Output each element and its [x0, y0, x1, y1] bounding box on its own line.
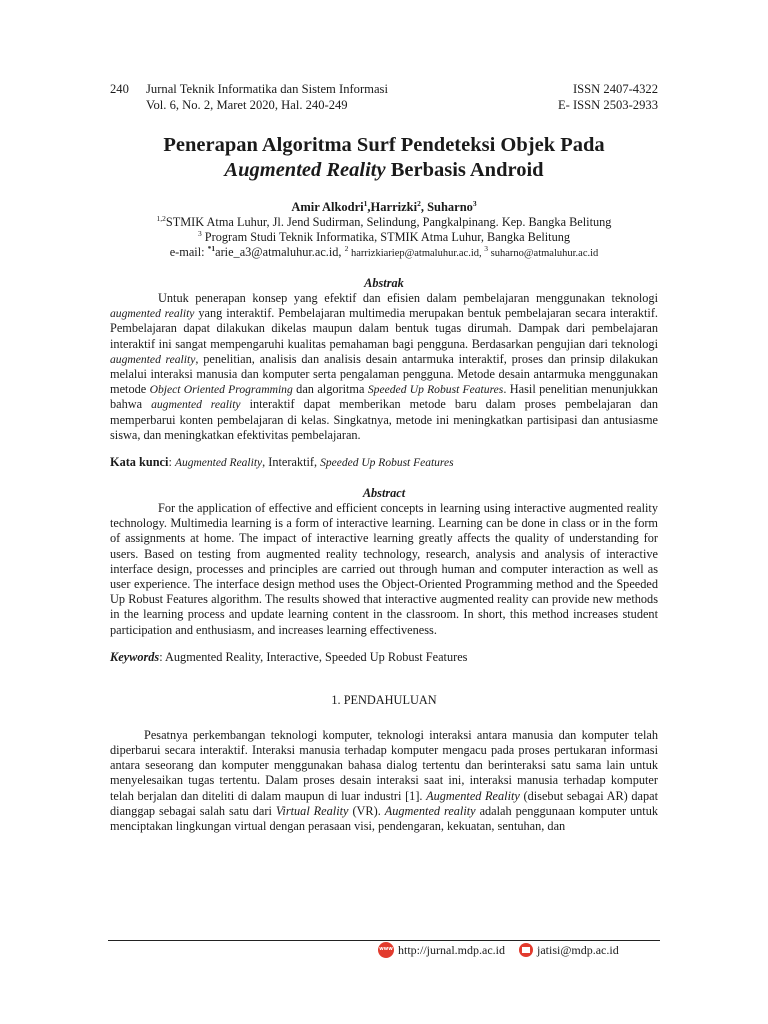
affiliation-1-sup: 1,2	[156, 213, 166, 223]
intro-italic: Augmented Reality	[426, 788, 520, 803]
section-heading: 1. PENDAHULUAN	[331, 692, 437, 707]
abstrak-text: interaktif dapat memberikan metode baru dalam proses pembelajaran dan memperbarui konten pembelajaran di kelas. Singkatnya, metode ini meningkatkan partisipasi dan antusiasme siswa, dan meningkatkan efektivitas pembelajaran.	[110, 397, 659, 442]
kata-kunci-label: Kata kunci	[110, 455, 169, 470]
title-line-1: Penerapan Algoritma Surf Pendeteksi Objek Pada	[163, 134, 605, 156]
abstract-text: For the application of effective and efficient concepts in learning using interactive augmented reality technology. Multimedia learning is a form of interactive learning. Learning can be done in class or in the form of assignments at home. The impact of interactive learning greatly affects the quality of understanding for users. Based on testing from augmented reality technology, research, analysis and analysis of interactive interface design, processes and principles are carried out through human and computer interaction as well as user experience. The interface design method uses the Object-Oriented Programming method and the Speeded Up Robust Features algorithm. The results showed that interactive augmented reality can provide new methods in the learning process and update learning content in the classroom. In short, this method increases student participation and enthusiasm, and increases learning effectiveness.	[110, 501, 658, 637]
intro-italic: Virtual Reality	[275, 803, 349, 818]
author-2-sup: 2	[417, 198, 421, 208]
keywords-label: Keywords	[110, 649, 160, 664]
journal-info	[146, 82, 388, 113]
affiliation-1	[110, 215, 658, 230]
affiliation-1-text: STMIK Atma Luhur, Jl. Jend Sudirman, Selindung, Pangkalpinang. Kep. Bangka Belitung	[165, 215, 612, 229]
page-number: 240	[110, 82, 129, 96]
issn: ISSN 2407-4322	[572, 82, 658, 96]
intro-text: (disebut sebagai AR) dapat dianggap sebagai salah satu dari	[110, 788, 658, 818]
abstrak-italic: augmented reality	[151, 398, 241, 412]
abstrak-text: , penelitian, analisis dan analisis desain antarmuka interaktif, proses dan prinsip dilakukan melalui interaksi manusia dan komputer serta pengalaman pengguna. Metode desain antarmuka menggunakan metode	[110, 351, 658, 397]
title-rest: Berbasis Android	[385, 159, 544, 181]
abstrak-text: yang interaktif. Pembelajaran multimedia merupakan bentuk pembelajaran secara interaktif. Pembelajaran dapat dilakukan dikelas maupun dalam bentuk tugas dirumah. Dampak dari pembelajaran interaktif ini sangat mempengaruhi kualitas pemahaman bagi pengguna. Berdasarkan pengujian dari teknologi	[110, 306, 658, 351]
abstrak-italic: Object Oriented Programming	[149, 383, 293, 397]
email-line	[110, 245, 658, 261]
email-2-sup: 2	[344, 243, 349, 253]
kata-kunci-1: Augmented Reality	[174, 457, 263, 470]
abstract-paragraph	[110, 501, 658, 638]
affiliation-2-text: Program Studi Teknik Informatika, STMIK Atma Luhur, Bangka Belitung	[201, 230, 571, 244]
abstrak-text: dan algoritma	[292, 382, 368, 397]
email-1-sup: *1	[207, 243, 216, 253]
intro-text: (VR).	[348, 803, 385, 818]
title-line-2	[110, 158, 658, 183]
abstrak-italic: Speeded Up Robust Features	[367, 383, 504, 397]
affiliation-2-sup: 3	[197, 228, 202, 238]
journal-volume: Vol. 6, No. 2, Maret 2020, Hal. 240-249	[146, 97, 348, 112]
journal-name: Jurnal Teknik Informatika dan Sistem Informasi	[146, 82, 388, 96]
page-footer	[378, 942, 619, 958]
kata-kunci-2: , Interaktif,	[262, 455, 321, 470]
eissn: E- ISSN 2503-2933	[557, 97, 658, 112]
header-left	[110, 82, 388, 113]
kata-kunci-colon: :	[168, 455, 175, 470]
footer-url-link[interactable]: http://jurnal.mdp.ac.id	[398, 942, 505, 957]
abstrak-paragraph	[110, 291, 658, 443]
email-label: e-mail:	[169, 245, 208, 259]
email-1: arie_a3@atmaluhur.ac.id,	[215, 245, 345, 259]
title-italic: Augmented Reality	[224, 159, 386, 181]
intro-italic: Augmented reality	[384, 803, 476, 818]
running-header	[110, 82, 658, 113]
affiliation-2	[110, 230, 658, 245]
keywords	[110, 650, 658, 665]
author-list	[110, 199, 658, 215]
abstract-heading: Abstract	[362, 486, 406, 501]
keywords-text: : Augmented Reality, Interactive, Speeded Up Robust Features	[159, 649, 468, 664]
author-1-sup: 1	[363, 198, 368, 208]
header-right	[558, 82, 658, 113]
email-2: harrizkiariep@atmaluhur.ac.id,	[348, 248, 485, 259]
intro-paragraph	[110, 728, 658, 834]
author-3-sup: 3	[472, 198, 477, 208]
intro-text: adalah penggunaan komputer untuk menciptakan lingkungan virtual dengan perasaan visi, pendengaran, kekuatan, sentuhan, dan	[110, 803, 659, 834]
abstrak-heading: Abstrak	[364, 276, 404, 290]
mail-icon	[519, 943, 533, 957]
abstrak-text: . Hasil penelitian menunjukkan bahwa	[110, 382, 658, 412]
footer-rule	[108, 940, 660, 941]
footer-email-link[interactable]: jatisi@mdp.ac.id	[536, 942, 619, 957]
web-globe-icon	[378, 942, 394, 958]
email-3: suharno@atmaluhur.ac.id	[488, 248, 599, 259]
author-1: Amir Alkodri	[291, 200, 364, 214]
email-3-sup: 3	[484, 243, 488, 253]
abstrak-text: Untuk penerapan konsep yang efektif dan efisien dalam pembelajaran menggunakan teknologi	[158, 291, 658, 305]
author-2: ,Harrizki	[367, 200, 418, 214]
paper-page	[110, 82, 658, 834]
paper-title	[110, 133, 658, 183]
abstrak-italic: augmented reality	[110, 307, 195, 321]
author-3: , Suharno	[420, 200, 473, 214]
kata-kunci	[110, 455, 658, 471]
intro-text: Pesatnya perkembangan teknologi komputer, teknologi interaksi antara manusia dan komputer telah diperbarui secara interaktif. Interaksi manusia terhadap komputer mengacu pada proses pertukaran informasi antara seseorang dan komputer menggunakan bahasa dialog tertentu dan berinteraksi satu sama lain untuk menyelesaikan tugas tertentu. Dalam proses desain interaksi saat ini, interaksi manusia terhadap komputer telah berjalan dan diteliti di dalam maupun di luar industri [1].	[110, 727, 658, 803]
kata-kunci-3: Speeded Up Robust Features	[320, 457, 454, 470]
abstrak-italic: augmented reality	[110, 352, 196, 366]
